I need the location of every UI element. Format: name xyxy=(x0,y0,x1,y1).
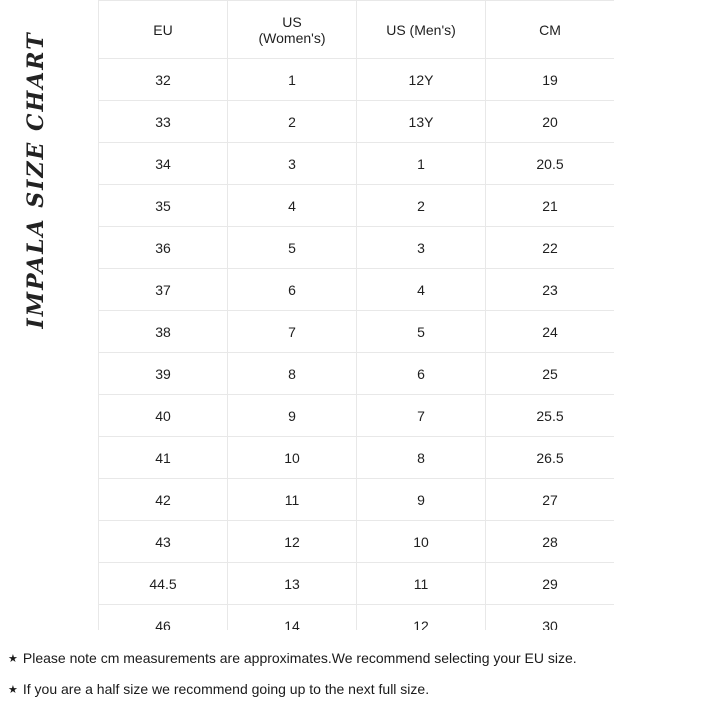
cell-cm: 27 xyxy=(486,479,615,521)
cell-cm: 21 xyxy=(486,185,615,227)
table-row xyxy=(99,353,615,395)
cell-us-women: 12 xyxy=(228,521,357,563)
cell-eu: 34 xyxy=(99,143,228,185)
header-cm: CM xyxy=(486,1,615,59)
cell-cm: 24 xyxy=(486,311,615,353)
note-half-size xyxy=(8,681,429,697)
cell-cm: 25 xyxy=(486,353,615,395)
cell-us-men: 4 xyxy=(357,269,486,311)
cell-us-women: 7 xyxy=(228,311,357,353)
cell-cm: 23 xyxy=(486,269,615,311)
cell-cm: 20.5 xyxy=(486,143,615,185)
cell-cm: 20 xyxy=(486,101,615,143)
cell-cm: 30 xyxy=(486,605,615,631)
table-row xyxy=(99,185,615,227)
cell-us-women: 6 xyxy=(228,269,357,311)
cell-us-women: 8 xyxy=(228,353,357,395)
table-row xyxy=(99,563,615,605)
cell-eu: 40 xyxy=(99,395,228,437)
header-us-women xyxy=(228,1,357,59)
cell-eu: 32 xyxy=(99,59,228,101)
table-header-row xyxy=(99,1,615,59)
cell-us-women: 4 xyxy=(228,185,357,227)
cell-cm: 22 xyxy=(486,227,615,269)
cell-cm: 28 xyxy=(486,521,615,563)
cell-us-men: 12Y xyxy=(357,59,486,101)
cell-us-women: 3 xyxy=(228,143,357,185)
table-row xyxy=(99,437,615,479)
cell-eu: 42 xyxy=(99,479,228,521)
star-bullet-icon: ★ xyxy=(8,684,18,696)
cell-eu: 46 xyxy=(99,605,228,631)
cell-us-women: 1 xyxy=(228,59,357,101)
size-table xyxy=(98,0,614,630)
cell-cm: 29 xyxy=(486,563,615,605)
cell-us-women: 14 xyxy=(228,605,357,631)
header-us-women-line2: (Women's) xyxy=(258,29,326,46)
cell-eu: 33 xyxy=(99,101,228,143)
cell-eu: 39 xyxy=(99,353,228,395)
cell-us-men: 1 xyxy=(357,143,486,185)
cell-us-men: 11 xyxy=(357,563,486,605)
cell-us-men: 6 xyxy=(357,353,486,395)
header-us-women-line1: US xyxy=(282,13,302,30)
table-row xyxy=(99,143,615,185)
star-bullet-icon: ★ xyxy=(8,653,18,665)
table-row xyxy=(99,605,615,631)
cell-us-men: 10 xyxy=(357,521,486,563)
cell-us-men: 13Y xyxy=(357,101,486,143)
note-text: Please note cm measurements are approximates.We recommend selecting your EU size. xyxy=(22,650,577,666)
table-row xyxy=(99,59,615,101)
cell-cm: 25.5 xyxy=(486,395,615,437)
size-chart-title: IMPALA SIZE CHART xyxy=(23,31,49,329)
cell-cm: 26.5 xyxy=(486,437,615,479)
cell-eu: 38 xyxy=(99,311,228,353)
table-row xyxy=(99,311,615,353)
table-row xyxy=(99,101,615,143)
table-row xyxy=(99,227,615,269)
cell-eu: 35 xyxy=(99,185,228,227)
cell-us-men: 12 xyxy=(357,605,486,631)
cell-eu: 36 xyxy=(99,227,228,269)
cell-us-women: 2 xyxy=(228,101,357,143)
size-chart-container xyxy=(98,0,614,630)
table-row xyxy=(99,521,615,563)
cell-eu: 44.5 xyxy=(99,563,228,605)
header-eu: EU xyxy=(99,1,228,59)
cell-us-women: 13 xyxy=(228,563,357,605)
cell-us-men: 2 xyxy=(357,185,486,227)
cell-eu: 43 xyxy=(99,521,228,563)
note-cm-approximate xyxy=(8,650,577,666)
cell-eu: 41 xyxy=(99,437,228,479)
cell-us-men: 9 xyxy=(357,479,486,521)
cell-us-men: 5 xyxy=(357,311,486,353)
cell-us-women: 5 xyxy=(228,227,357,269)
table-body xyxy=(99,59,615,631)
cell-eu: 37 xyxy=(99,269,228,311)
header-us-men: US (Men's) xyxy=(357,1,486,59)
cell-us-men: 3 xyxy=(357,227,486,269)
table-row xyxy=(99,395,615,437)
note-text: If you are a half size we recommend going up to the next full size. xyxy=(22,681,430,697)
cell-us-men: 8 xyxy=(357,437,486,479)
cell-us-men: 7 xyxy=(357,395,486,437)
table-row xyxy=(99,479,615,521)
cell-us-women: 11 xyxy=(228,479,357,521)
cell-cm: 19 xyxy=(486,59,615,101)
table-row xyxy=(99,269,615,311)
cell-us-women: 10 xyxy=(228,437,357,479)
cell-us-women: 9 xyxy=(228,395,357,437)
